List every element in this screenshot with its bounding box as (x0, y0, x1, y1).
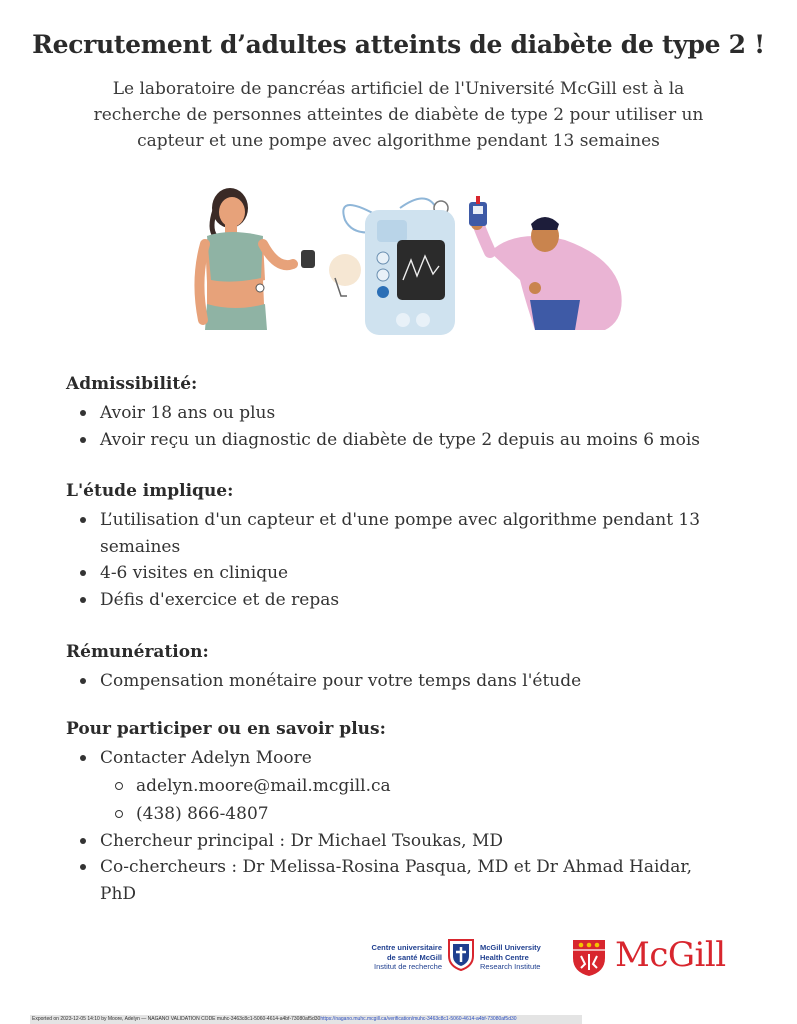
contact-email[interactable]: adelyn.moore@mail.mcgill.ca (136, 772, 720, 800)
eligibility-item: Avoir 18 ans ou plus (100, 400, 746, 427)
compensation-section (66, 640, 746, 695)
muhc-shield-icon (447, 938, 475, 972)
mcgill-wordmark: McGill (615, 935, 726, 975)
muhc-name-en: McGill University Health Centre Research Institute (480, 943, 541, 971)
contact-label: Contacter Adelyn Moore (100, 748, 312, 768)
study-item: 4-6 visites en clinique (100, 560, 750, 587)
contact-section (66, 717, 746, 907)
principal-investigator: Chercheur principal : Dr Michael Tsoukas, MD (100, 828, 720, 855)
logos (360, 935, 760, 985)
contact-phone[interactable]: (438) 866-4807 (136, 800, 720, 828)
page-title: Recrutement d’adultes atteints de diabète de type 2 ! (32, 30, 765, 59)
eligibility-heading: Admissibilité: (66, 374, 198, 394)
man-figure (469, 196, 622, 330)
study-item: L’utilisation d'un capteur et d'une pompe avec algorithme pendant 13 semaines (100, 507, 750, 560)
co-investigators: Co-chercheurs : Dr Melissa-Rosina Pasqua, MD et Dr Ahmad Haidar, PhD (100, 854, 720, 907)
study-illustration (185, 180, 625, 340)
study-heading: L'étude implique: (66, 481, 234, 501)
eligibility-item: Avoir reçu un diagnostic de diabète de type 2 depuis au moins 6 mois (100, 427, 746, 454)
contact-person (100, 745, 720, 828)
footer-text: Exported on 2023-12-05 14:10 by Moore, Adelyn — NAGANO VALIDATION CODE muhc-3463c8c1-5060-4614-a4bf-73080af5d30 (32, 1016, 321, 1022)
export-footer (30, 1015, 582, 1024)
muhc-name-fr: Centre universitaire de santé McGill Institut de recherche (371, 943, 442, 971)
insulin-pump (365, 210, 455, 335)
compensation-heading: Rémunération: (66, 642, 209, 662)
sensor-device (329, 254, 361, 296)
intro-text: Le laboratoire de pancréas artificiel de l'Université McGill est à la recherche de personnes atteintes de diabète de type 2 pour utiliser un capteur et une pompe avec algorithme pendant 13 semaines (93, 79, 704, 151)
footer-link[interactable]: https://nagano.muhc.mcgill.ca/verification/muhc-3463c8c1-5060-4614-a4bf-73080af5d30 (320, 1016, 517, 1022)
eligibility-section (66, 372, 746, 453)
study-item: Défis d'exercice et de repas (100, 587, 750, 614)
woman-figure (199, 188, 315, 330)
study-section (66, 479, 746, 613)
contact-heading: Pour participer ou en savoir plus: (66, 719, 386, 739)
mcgill-shield-icon (571, 938, 607, 978)
compensation-item: Compensation monétaire pour votre temps dans l'étude (100, 668, 746, 695)
